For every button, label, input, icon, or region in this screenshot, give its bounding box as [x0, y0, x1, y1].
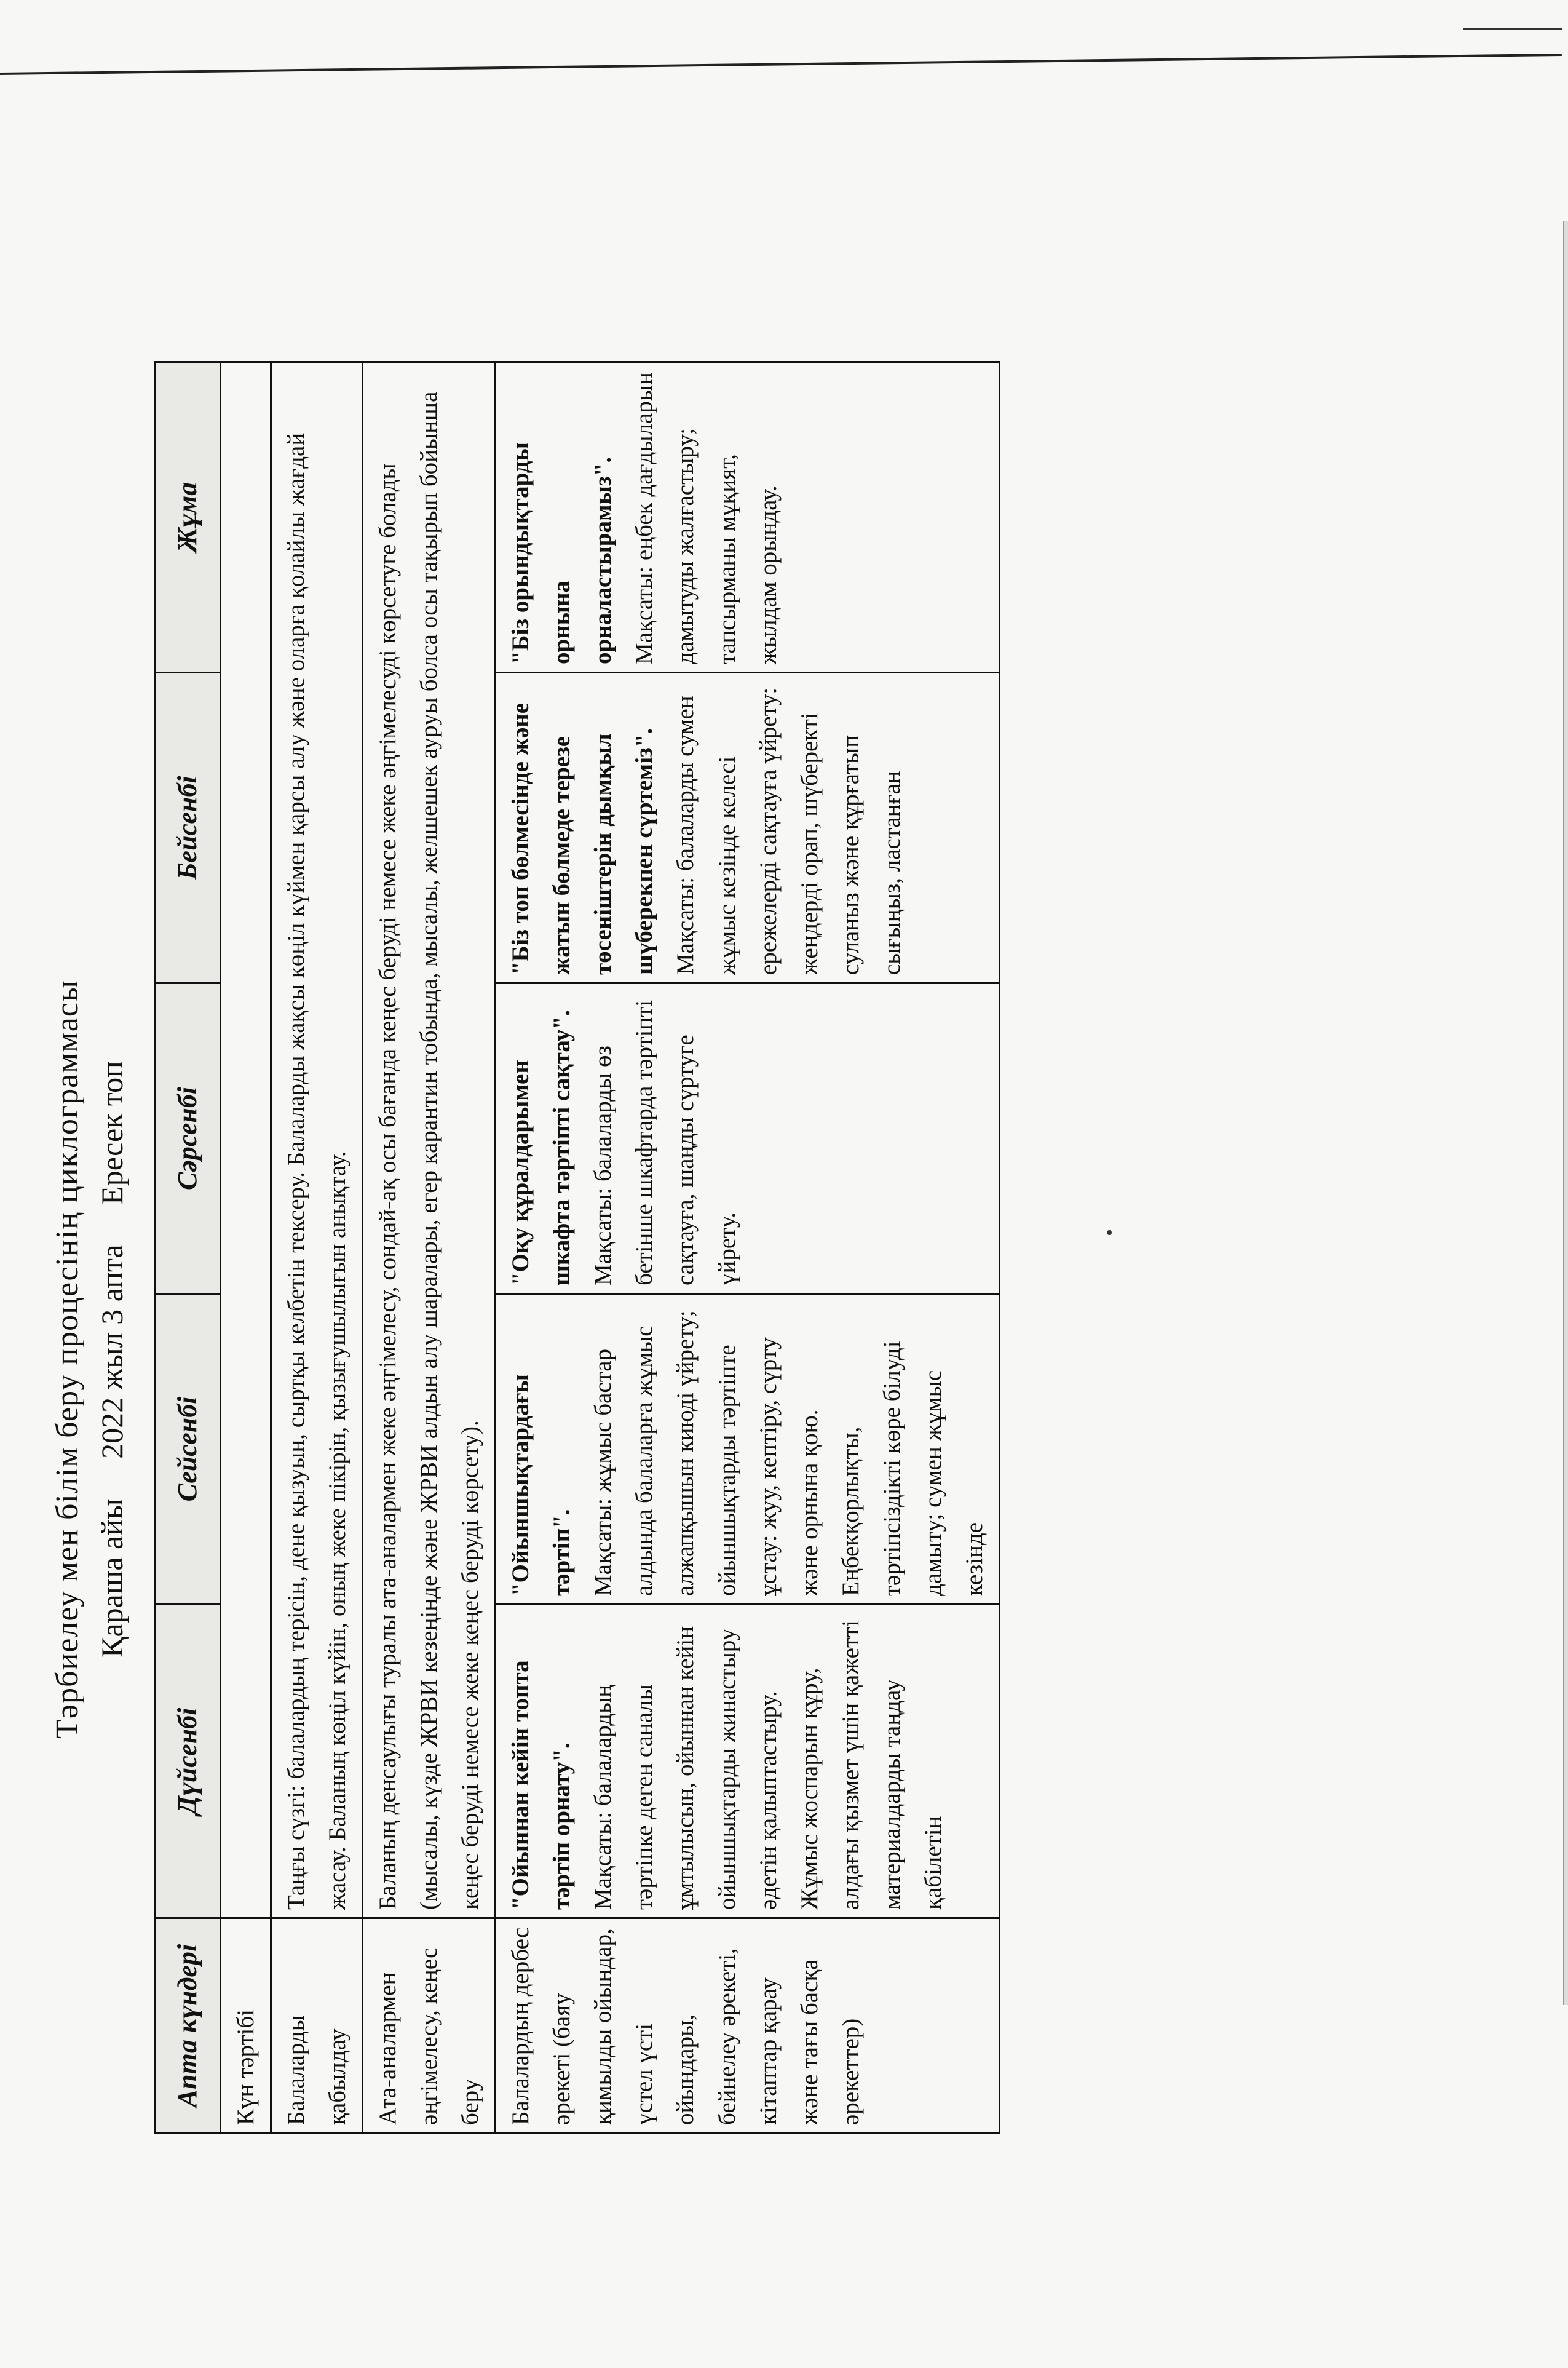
header-row: [155, 362, 221, 2134]
activity-row: [496, 362, 1000, 2134]
activity-title: "Ойыннан кейін топта тәртіп орнату".: [507, 1660, 576, 1910]
parents-label: Ата-аналармен әңгімелесу, кеңес беру: [362, 1918, 495, 2134]
activity-text: Мақсаты: балаларды сумен жұмыс кезінде келесі ережелерді сақтауға үйрету: жеңдерді орап, шүберекті суланыз және құрғатып сығыңыз, ластанған: [672, 687, 905, 975]
parents-row: [362, 362, 495, 2134]
document-subtitle: [94, 351, 130, 2368]
days-header: Апта күндері: [155, 1918, 221, 2134]
activity-wednesday: [496, 983, 1000, 1294]
day-friday: Жұма: [155, 362, 221, 673]
routine-empty: [220, 362, 271, 1918]
activity-title: "Біз топ бөлмесінде және жатын бөлмеде терезе төсеніштерін дымқыл шүберекпен сүртеміз".: [507, 702, 658, 975]
activity-title: "Біз орындықтарды орнына орналастырамыз".: [507, 442, 617, 664]
rotated-page: [37, 351, 1414, 2134]
routine-row: [220, 362, 271, 2134]
activity-text: Мақсаты: жұмыс бастар алдында балаларға жұмыс алжапқышын киюді үйрету; ойыншықтарды тәртіпте ұстау: жуу, кептіру, сүрту және орнына қою. Еңбекқорлықты, тәртіпсіздікті көре білуді дамыту; сумен жұмыс кезінде: [590, 1310, 988, 1596]
scan-artifact-mark: [1463, 28, 1562, 30]
activity-thursday: [496, 673, 1000, 983]
document-title: Тәрбиелеу мен білім беру процесінің циклограммасы: [50, 980, 85, 1739]
activity-monday: [496, 1605, 1000, 1918]
activity-text: Мақсаты: еңбек дағдыларын дамытуды жалғастыру; тапсырманы мұқият, жылдам орындау.: [631, 372, 782, 664]
day-monday: Дүйсенбі: [155, 1605, 221, 1918]
reception-row: [271, 362, 362, 2134]
scan-artifact-line: [0, 54, 1562, 75]
activity-title: "Оқу құралдарымен шкафта тәртіпті сақтау".: [507, 1010, 576, 1285]
month-label: Қараша айы: [95, 1498, 129, 1658]
page-edge: [1563, 221, 1568, 2005]
day-thursday: Бейсенбі: [155, 673, 221, 983]
activity-friday: [496, 362, 1000, 673]
reception-text: Таңғы сүзгі: балалардың терісін, дене қызуын, сыртқы келбетін тексеру. Балаларды жақсы көңіл күймен қарсы алу және оларға қолайлы жағдай жасау. Баланың көңіл күйін, оның жеке пікірін, қызығушылығын анықтау.: [271, 362, 362, 1918]
activity-title: "Ойыншықтардағы тәртіп".: [507, 1374, 576, 1596]
week-label: 2022 жыл 3 апта: [95, 1244, 129, 1459]
routine-label: Күн тәртібі: [220, 1918, 271, 2134]
document-header: [49, 351, 130, 2134]
reception-label: Балаларды қабылдау: [271, 1918, 362, 2134]
activity-label: Балалардың дербес әрекеті (баяу қимылды ойындар, үстел үсті ойындары, бейнелеу әрекеті, кітаптар қарау және тағы басқа әрекеттер): [496, 1918, 1000, 2134]
day-tuesday: Сейсенбі: [155, 1294, 221, 1605]
parents-text: Баланың денсаулығы туралы ата-аналармен жеке әңгімелесу, сондай-ақ осы бағанда кеңес беруді немесе жеке әңгімелесуді көрсетуге болады (мысалы, күзде ЖРВИ кезеңінде және ЖРВИ алдын алу шаралары, егер карантин тобында, мысалы, желшешек ауруы болса осы тақырып бойынша кеңес беруді немесе жеке кеңес беруді көрсету).: [362, 362, 495, 1918]
activity-text: Мақсаты: балаларды өз бетінше шкафтарда тәртіпті сақтауға, шаңды сүртуге үйрету.: [590, 999, 740, 1285]
day-wednesday: Сәрсенбі: [155, 983, 221, 1294]
group-label: Ересек топ: [95, 1061, 129, 1205]
cyclogram-table: [154, 361, 1000, 2134]
activity-tuesday: [496, 1294, 1000, 1605]
activity-text: Мақсаты: балалардың тәртіпке деген саналы ұмтылысын, ойыннан кейін ойыншықтарды жинастыру әдетін қалыптастыру. Жұмыс жоспарын құру, алдағы қызмет үшін қажетті материалдарды таңдау қабілетін: [590, 1620, 946, 1910]
